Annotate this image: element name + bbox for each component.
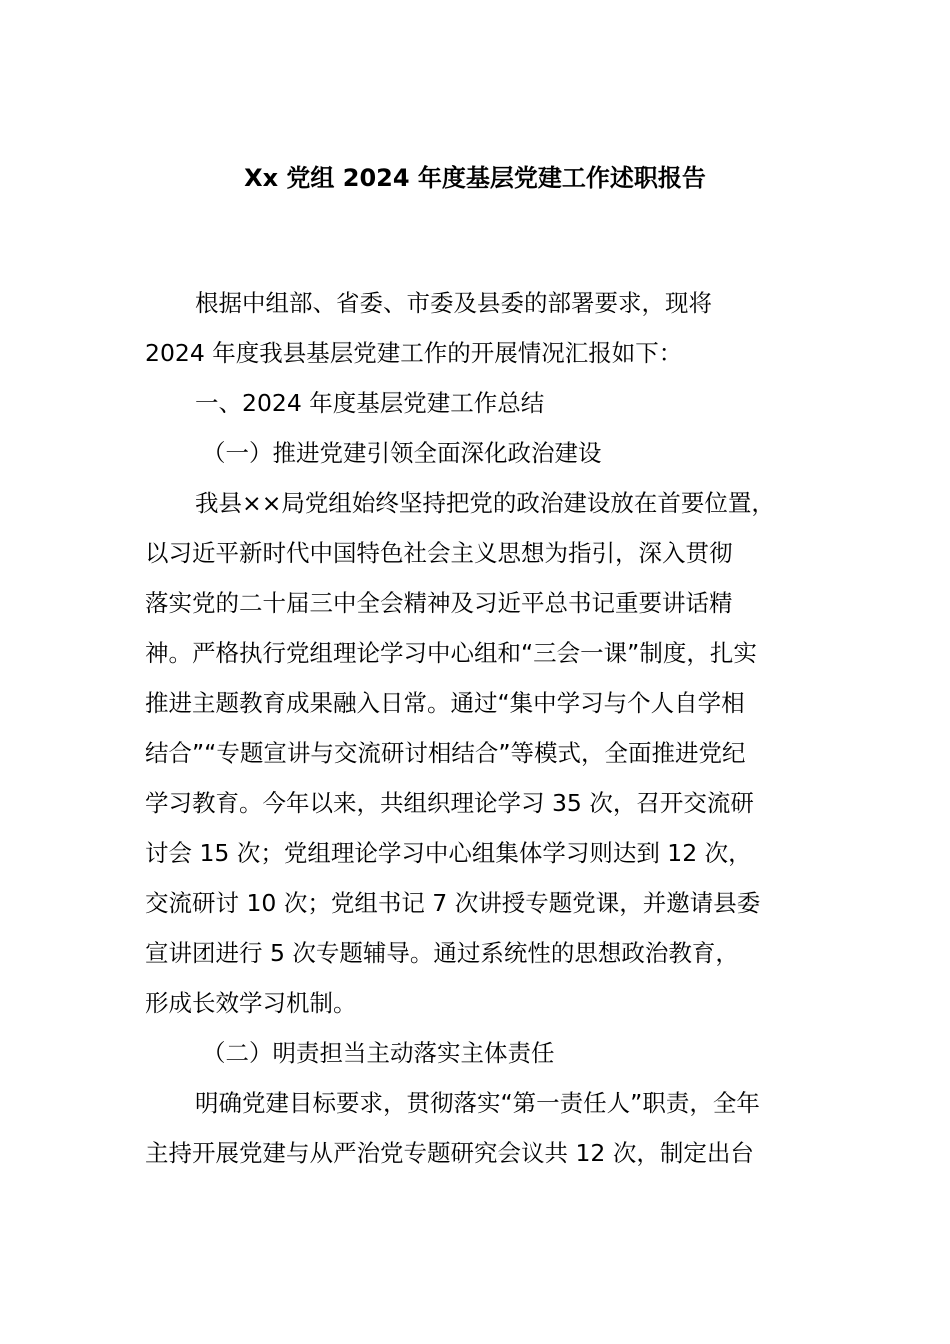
paragraph-line: 形成长效学习机制。 xyxy=(145,989,357,1017)
paragraph-line: 交流研讨 10 次；党组书记 7 次讲授专题党课，并邀请县委 xyxy=(145,889,761,917)
paragraph-line: 2024 年度我县基层党建工作的开展情况汇报如下： xyxy=(145,339,683,367)
paragraph-line: 我县××局党组始终坚持把党的政治建设放在首要位置， xyxy=(195,489,775,517)
paragraph-line: 推进主题教育成果融入日常。通过“集中学习与个人自学相 xyxy=(145,689,745,717)
paragraph-line: 以习近平新时代中国特色社会主义思想为指引，深入贯彻 xyxy=(145,539,733,567)
paragraph-line: 神。严格执行党组理论学习中心组和“三会一课”制度，扎实 xyxy=(145,639,757,667)
subsection-heading: （一）推进党建引领全面深化政治建设 xyxy=(202,439,602,467)
section-heading: 一、2024 年度基层党建工作总结 xyxy=(195,389,545,417)
paragraph-line: 落实党的二十届三中全会精神及习近平总书记重要讲话精 xyxy=(145,589,733,617)
paragraph-line: 学习教育。今年以来，共组织理论学习 35 次，召开交流研 xyxy=(145,789,754,817)
subsection-heading: （二）明责担当主动落实主体责任 xyxy=(202,1039,555,1067)
paragraph-line: 结合”“专题宣讲与交流研讨相结合”等模式，全面推进党纪 xyxy=(145,739,746,767)
page-title: Xx 党组 2024 年度基层党建工作述职报告 xyxy=(244,164,706,192)
paragraph-line: 宣讲团进行 5 次专题辅导。通过系统性的思想政治教育， xyxy=(145,939,739,967)
paragraph-line: 根据中组部、省委、市委及县委的部署要求，现将 xyxy=(195,289,712,317)
document-body xyxy=(145,278,810,1178)
paragraph-line: 明确党建目标要求，贯彻落实“第一责任人”职责，全年 xyxy=(195,1089,760,1117)
paragraph-line: 主持开展党建与从严治党专题研究会议共 12 次，制定出台 xyxy=(145,1139,754,1167)
paragraph-line: 讨会 15 次；党组理论学习中心组集体学习则达到 12 次， xyxy=(145,839,752,867)
